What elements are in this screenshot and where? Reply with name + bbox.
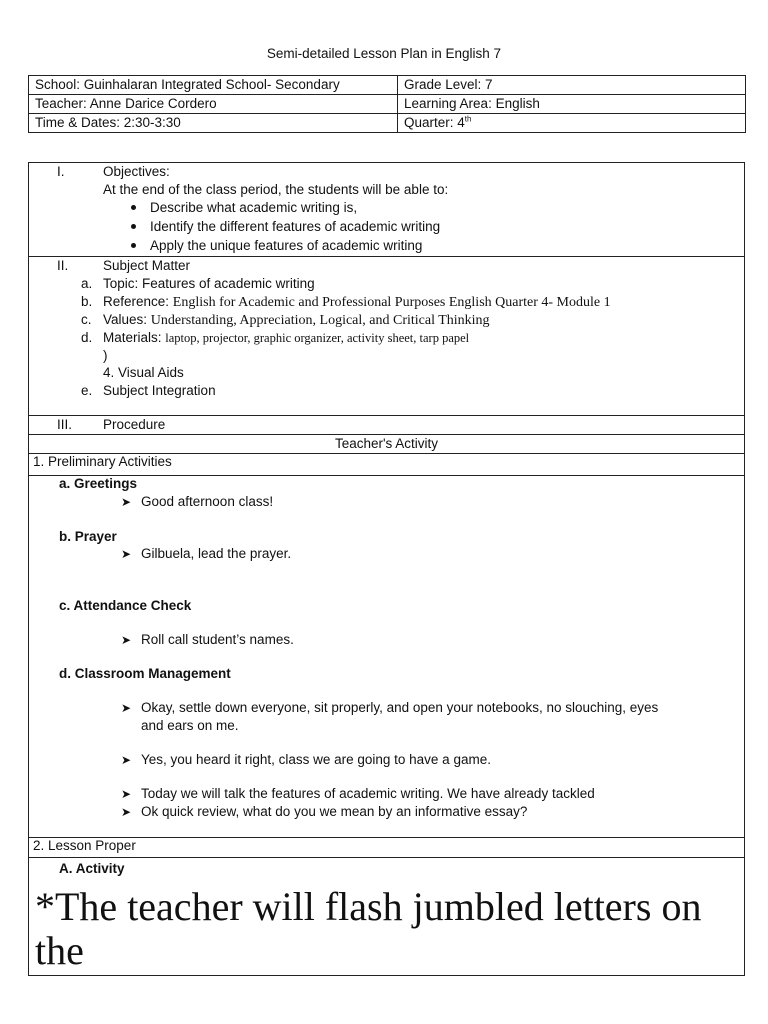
materials-letter: d. (81, 330, 93, 345)
objective-text: Describe what academic writing is, (150, 200, 358, 215)
document-title: Semi-detailed Lesson Plan in English 7 (266, 46, 502, 61)
arrow-bullet-icon: ➤ (121, 633, 132, 647)
objective-text: Apply the unique features of academic writing (150, 238, 423, 253)
quarter-cell (398, 114, 746, 133)
section-divider (29, 837, 744, 838)
arrow-bullet-icon: ➤ (121, 787, 132, 801)
attendance-item (121, 631, 294, 649)
management-text: Today we will talk the features of academic writing. We have already tackled (141, 786, 595, 801)
objectives-numeral: I. (57, 164, 65, 179)
attendance-heading: c. Attendance Check (59, 598, 192, 613)
prayer-heading: b. Prayer (59, 529, 117, 544)
objective-item (131, 199, 357, 217)
classroom-management-heading: d. Classroom Management (59, 666, 231, 681)
topic-text: Topic: Features of academic writing (103, 276, 315, 291)
arrow-bullet-icon: ➤ (121, 495, 132, 509)
teacher-cell: Teacher: Anne Darice Cordero (29, 95, 398, 114)
activity-heading: A. Activity (59, 861, 125, 876)
visual-aids-text: 4. Visual Aids (103, 365, 184, 380)
management-item (121, 785, 595, 803)
materials-line (103, 329, 469, 347)
values-label: Values: (103, 312, 151, 327)
greetings-text: Good afternoon class! (141, 494, 274, 509)
attendance-text: Roll call student’s names. (141, 632, 294, 647)
quarter-superscript: th (464, 114, 472, 124)
grade-level-cell: Grade Level: 7 (398, 76, 746, 95)
greetings-heading: a. Greetings (59, 476, 138, 491)
subject-matter-numeral: II. (57, 258, 69, 273)
activity-instruction: *The teacher will flash jumbled letters on the (35, 884, 702, 973)
topic-letter: a. (81, 276, 93, 291)
integration-letter: e. (81, 383, 93, 398)
values-text: Understanding, Appreciation, Logical, and Critical Thinking (150, 313, 490, 328)
teachers-activity-header: Teacher's Activity (334, 436, 439, 451)
lesson-proper: 2. Lesson Proper (33, 838, 136, 853)
management-item (121, 751, 491, 769)
bullet-icon (131, 243, 136, 248)
procedure-numeral: III. (57, 417, 73, 432)
school-cell: School: Guinhalaran Integrated School- Secondary (29, 76, 398, 95)
lesson-plan-body (28, 162, 745, 976)
reference-line (103, 293, 611, 312)
procedure-heading: Procedure (103, 417, 166, 432)
management-text-continued: and ears on me. (141, 718, 239, 733)
quarter-value: Quarter: 4 (404, 115, 465, 130)
learning-area-cell: Learning Area: English (398, 95, 746, 114)
reference-label: Reference: (103, 294, 173, 309)
objective-item (131, 237, 422, 255)
closing-paren: ) (103, 348, 108, 363)
bullet-icon (131, 205, 136, 210)
management-text: Yes, you heard it right, class we are going to have a game. (141, 752, 491, 767)
arrow-bullet-icon: ➤ (121, 547, 132, 561)
reference-letter: b. (81, 294, 93, 309)
prayer-item (121, 545, 291, 563)
arrow-bullet-icon: ➤ (121, 753, 132, 767)
management-text: Okay, settle down everyone, sit properly, and open your notebooks, no slouching, eyes (141, 700, 659, 715)
management-item (121, 699, 658, 717)
bullet-icon (131, 224, 136, 229)
management-item (121, 803, 527, 821)
management-text: Ok quick review, what do you we mean by an informative essay? (141, 804, 528, 819)
objectives-heading: Objectives: (103, 164, 170, 179)
objective-item (131, 218, 440, 236)
values-letter: c. (81, 312, 92, 327)
preliminary-activities: 1. Preliminary Activities (33, 454, 172, 469)
materials-text: laptop, projector, graphic organizer, activity sheet, tarp papel (165, 331, 470, 345)
time-dates-cell: Time & Dates: 2:30-3:30 (29, 114, 398, 133)
objectives-intro: At the end of the class period, the students will be able to: (103, 182, 449, 197)
lesson-info-table (28, 75, 746, 133)
arrow-bullet-icon: ➤ (121, 701, 132, 715)
arrow-bullet-icon: ➤ (121, 805, 132, 819)
values-line (103, 311, 490, 330)
section-divider (29, 857, 744, 858)
reference-text: English for Academic and Professional Purposes English Quarter 4- Module 1 (172, 295, 611, 310)
integration-text: Subject Integration (103, 383, 216, 398)
prayer-text: Gilbuela, lead the prayer. (141, 546, 292, 561)
subject-matter-heading: Subject Matter (103, 258, 191, 273)
greetings-item (121, 493, 273, 511)
objective-text: Identify the different features of academic writing (150, 219, 441, 234)
materials-label: Materials: (103, 330, 166, 345)
